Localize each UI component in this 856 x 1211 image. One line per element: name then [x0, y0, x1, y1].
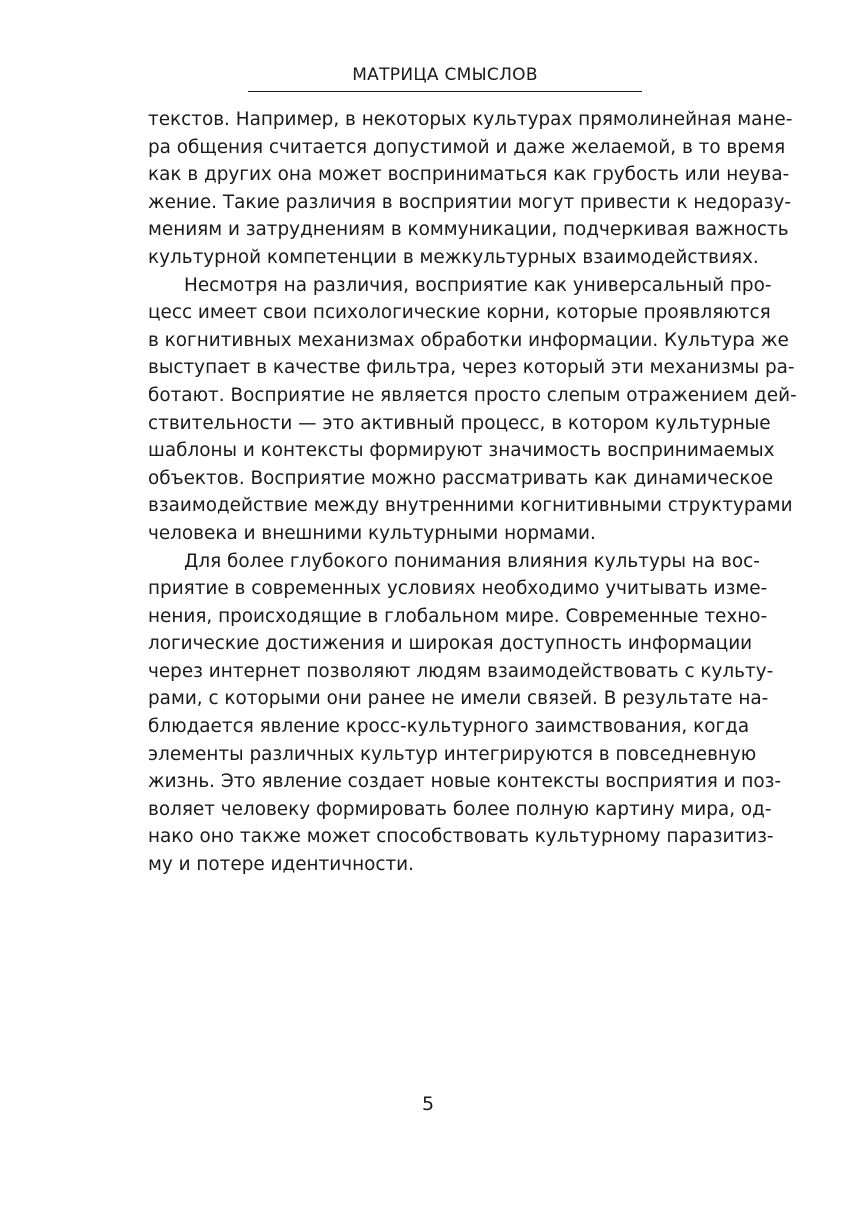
text-line: нако оно также может способствовать культурному паразитиз- — [148, 826, 774, 848]
paragraph-3 — [148, 548, 782, 879]
text-line: выступает в качестве фильтра, через который эти механизмы ра- — [148, 357, 795, 379]
text-line: жение. Такие различия в восприятии могут привести к недоразу- — [148, 191, 791, 213]
text-line: ботают. Восприятие не является просто слепым отражением дей- — [148, 384, 797, 406]
text-line: мениям и затруднениям в коммуникации, подчеркивая важность — [148, 219, 789, 241]
header-rule — [248, 91, 642, 92]
text-line: как в других она может восприниматься как грубость или неува- — [148, 164, 790, 186]
paragraph-2 — [148, 272, 797, 548]
running-header: МАТРИЦА СМЫСЛОВ — [352, 65, 538, 85]
text-line: элементы различных культур интегрируются в повседневную — [148, 743, 757, 765]
text-line: Несмотря на различия, восприятие как универсальный про- — [184, 274, 772, 296]
text-line: через интернет позволяют людям взаимодействовать с культу- — [148, 660, 774, 682]
page-number: 5 — [421, 1093, 435, 1115]
text-line: нения, происходящие в глобальном мире. Современные техно- — [148, 605, 768, 627]
body-text — [148, 106, 797, 879]
text-line: блюдается явление кросс-культурного заимствования, когда — [148, 716, 750, 738]
text-line: в когнитивных механизмах обработки информации. Культура же — [148, 329, 789, 351]
text-line: объектов. Восприятие можно рассматривать как динамическое — [148, 467, 774, 489]
text-line: му и потере идентичности. — [148, 854, 414, 876]
text-line: взаимодействие между внутренними когнитивными структурами — [148, 495, 793, 517]
paragraph-1 — [148, 106, 793, 272]
text-line: текстов. Например, в некоторых культурах прямолинейная мане- — [148, 109, 793, 130]
text-line: шаблоны и контексты формируют значимость воспринимаемых — [148, 440, 775, 462]
text-line: воляет человеку формировать более полную картину мира, од- — [148, 798, 772, 820]
text-line: жизнь. Это явление создает новые контексты восприятия и поз- — [148, 771, 782, 793]
text-line: культурной компетенции в межкультурных взаимодействиях. — [148, 246, 759, 268]
text-line: Для более глубокого понимания влияния культуры на вос- — [184, 550, 760, 572]
text-line: ствительности — это активный процесс, в котором культурные — [148, 412, 771, 434]
text-line: ра общения считается допустимой и даже желаемой, в то время — [148, 136, 786, 158]
text-line: приятие в современных условиях необходимо учитывать изме- — [148, 578, 768, 600]
text-line: человека и внешними культурными нормами. — [148, 522, 596, 544]
text-line: цесс имеет свои психологические корни, которые проявляются — [148, 302, 771, 324]
text-line: логические достижения и широкая доступность информации — [148, 633, 753, 655]
text-line: рами, с которыми они ранее не имели связей. В результате на- — [148, 688, 769, 710]
